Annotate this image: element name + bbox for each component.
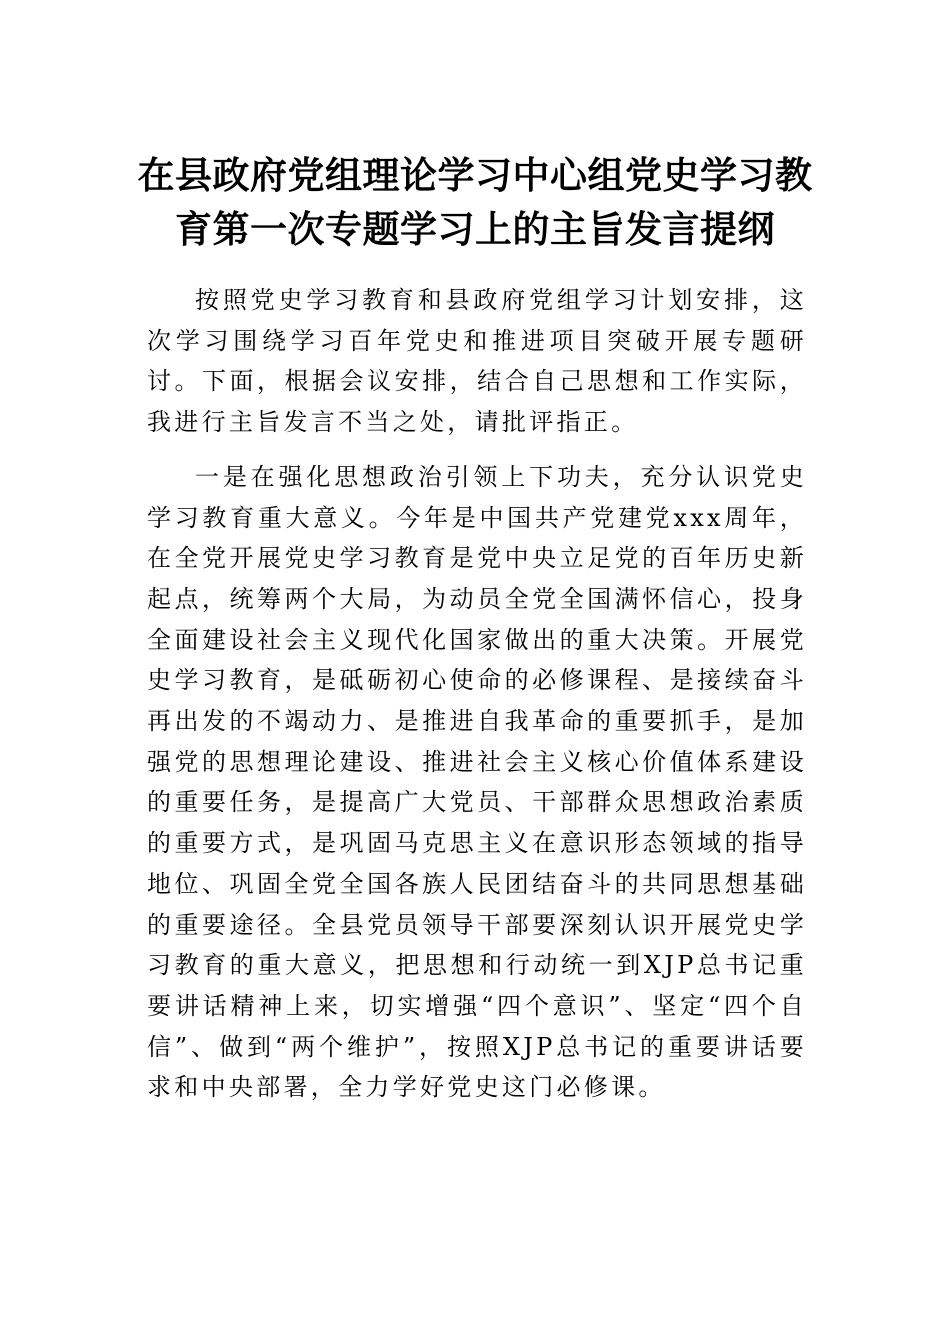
paragraph-point-one: 一是在强化思想政治引领上下功夫，充分认识党史学习教育重大意义。今年是中国共产党建党xxx周年，在全党开展党史学习教育是党中央立足党的百年历史新起点，统筹两个大局，为动员全党全国满怀信心，投身全面建设社会主义现代化国家做出的重大决策。开展党史学习教育，是砥砺初心使命的必修课程、是接续奋斗再出发的不竭动力、是推进自我革命的重要抓手，是加强党的思想理论建设、推进社会主义核心价值体系建设的重要任务，是提高广大党员、干部群众思想政治素质的重要方式，是巩固马克思主义在意识形态领域的指导地位、巩固全党全国各族人民团结奋斗的共同思想基础的重要途径。全县党员领导干部要深刻认识开展党史学习教育的重大意义，把思想和行动统一到XJP总书记重要讲话精神上来，切实增强“四个意识”、坚定“四个自信”、做到“两个维护”，按照XJP总书记的重要讲话要求和中央部署，全力学好党史这门必修课。 [147,462,807,1102]
document-title: 在县政府党组理论学习中心组党史学习教育第一次专题学习上的主旨发言提纲 [137,153,813,251]
document-body [147,280,807,1122]
paragraph-intro: 按照党史学习教育和县政府党组学习计划安排，这次学习围绕学习百年党史和推进项目突破开展专题研讨。下面，根据会议安排，结合自己思想和工作实际，我进行主旨发言不当之处，请批评指正。 [147,286,807,437]
